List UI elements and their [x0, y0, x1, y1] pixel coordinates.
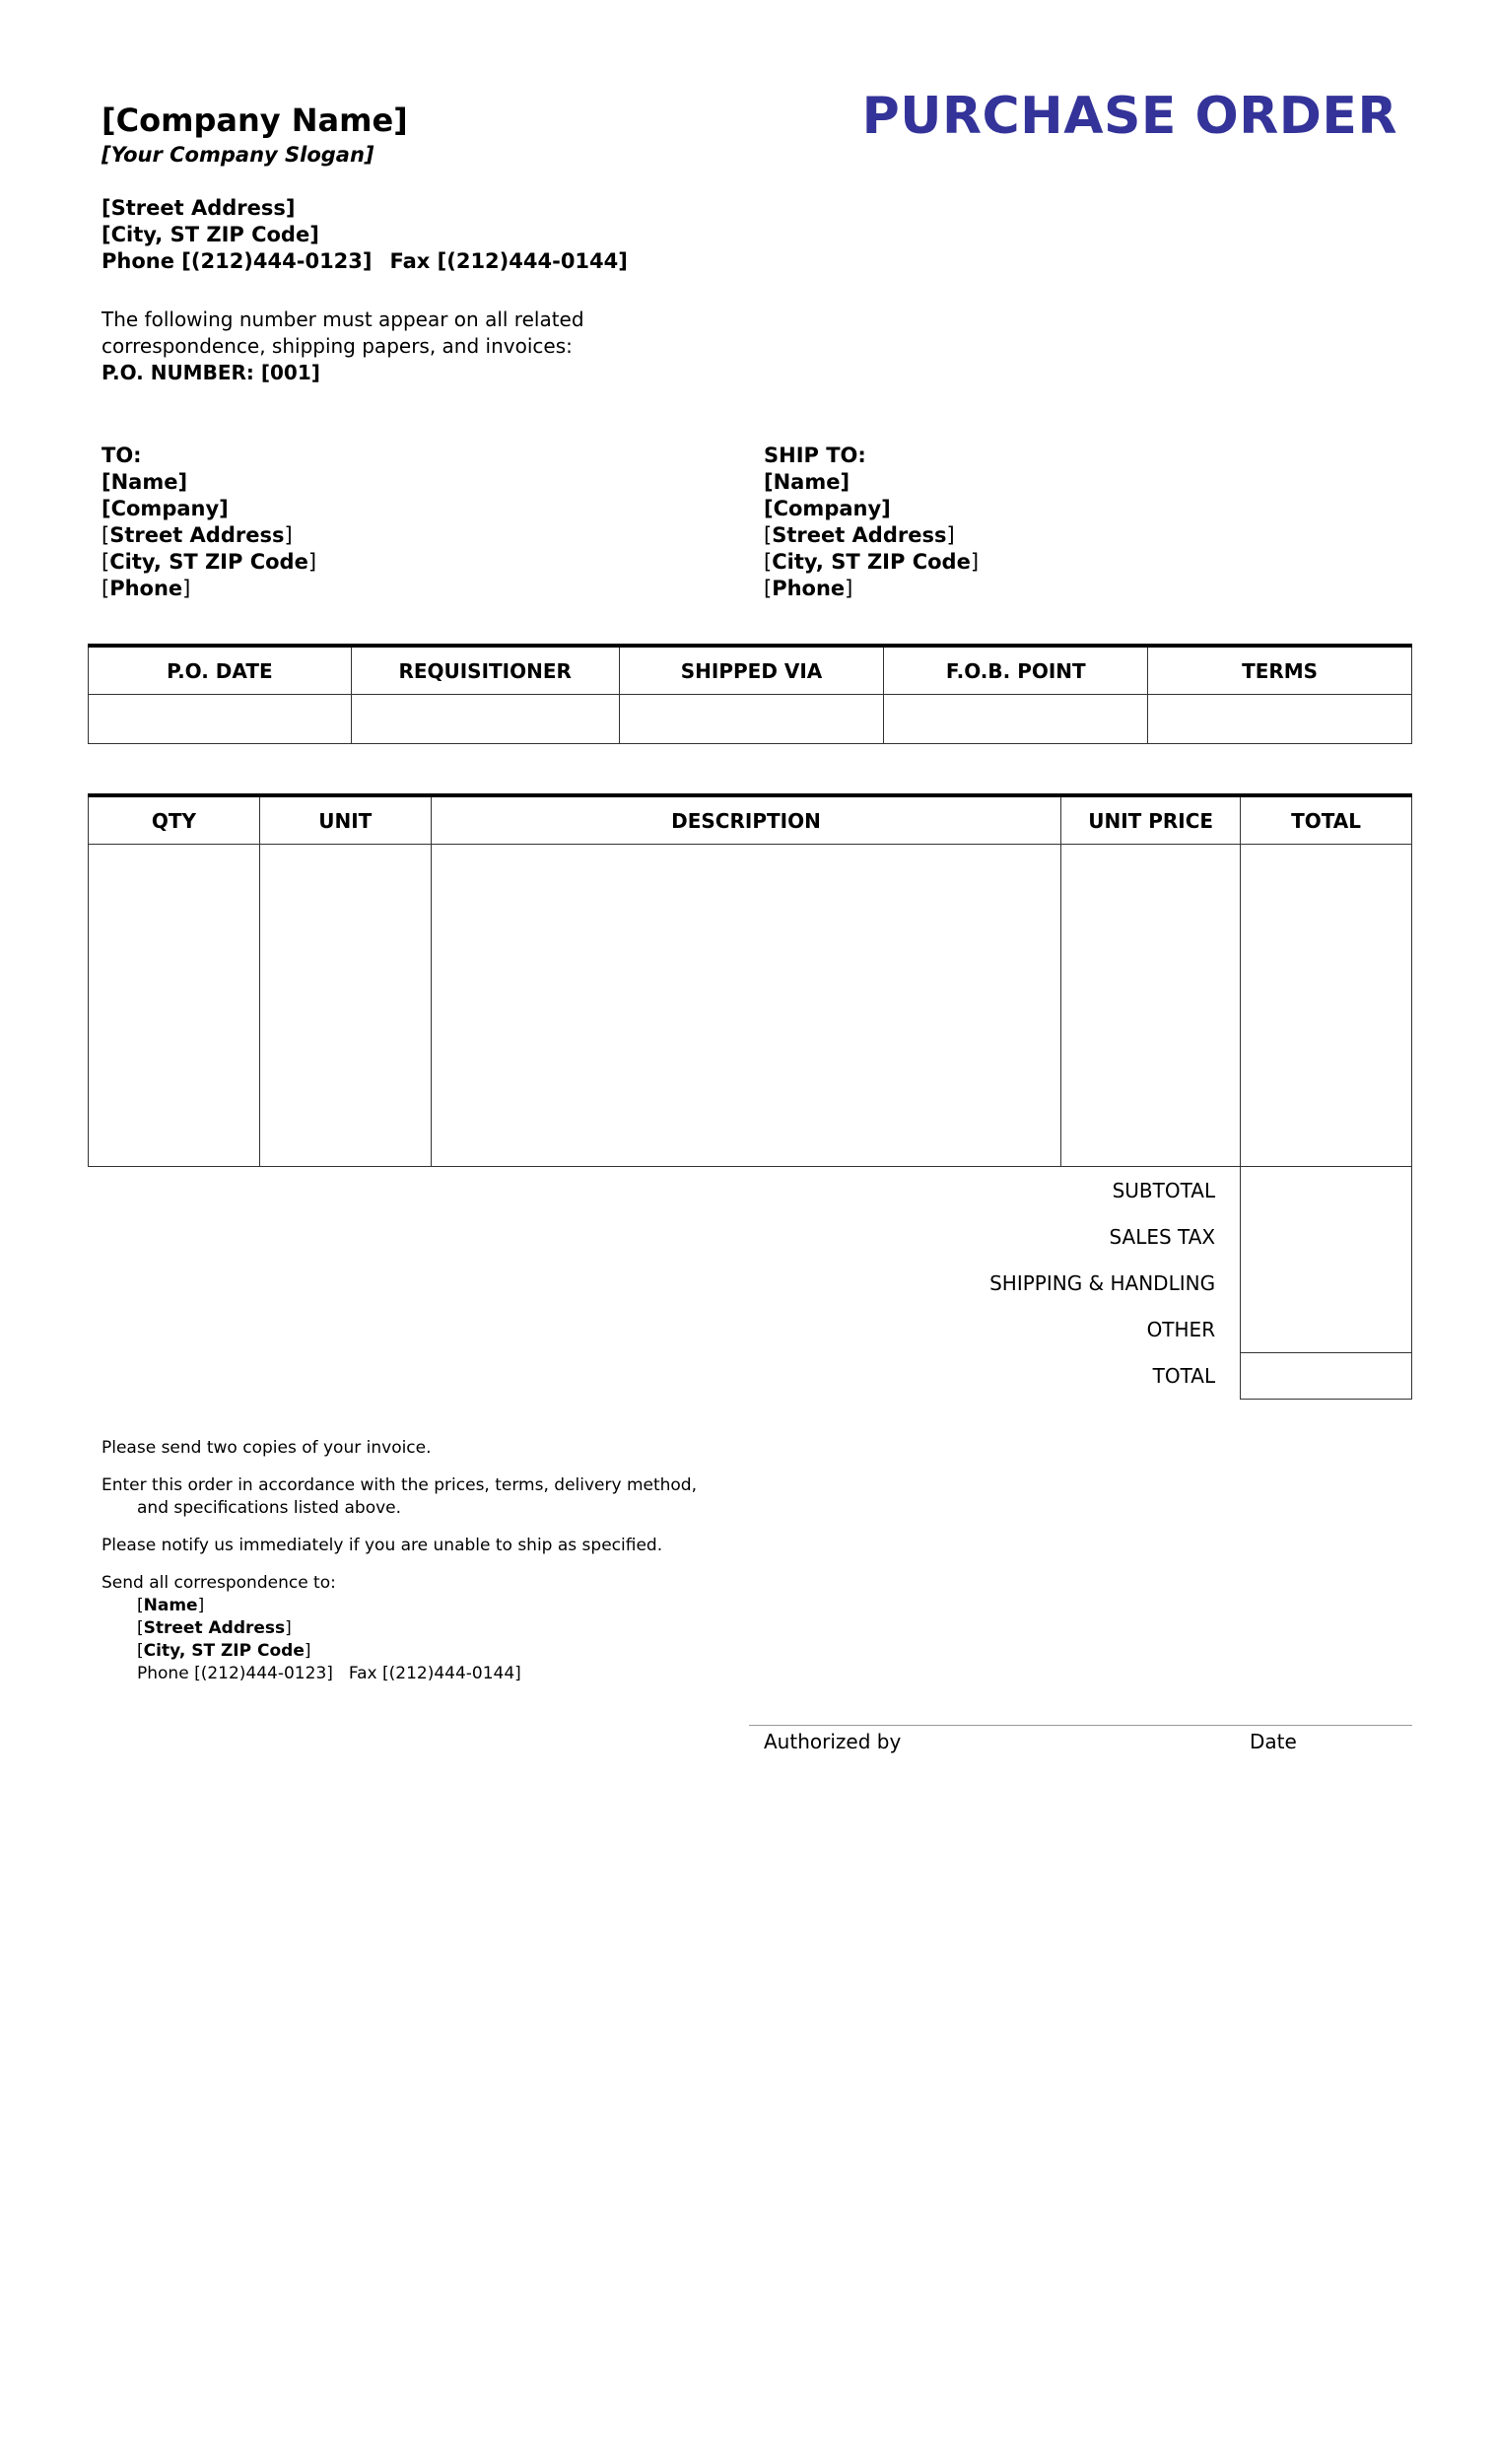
order-info-header-row [89, 646, 1412, 695]
col-requisitioner: REQUISITIONER [351, 646, 619, 695]
to-company: [Company] [102, 497, 229, 520]
items-header-row [89, 795, 1412, 845]
shipping-value[interactable] [1241, 1260, 1412, 1306]
po-notice [102, 307, 584, 386]
total-cell[interactable] [1241, 845, 1412, 1167]
grand-total-label: TOTAL [1152, 1363, 1216, 1388]
subtotal-row [89, 1167, 1412, 1214]
company-name: [Company Name] [102, 102, 408, 139]
correspondence-contact [102, 1663, 713, 1685]
instruction-accordance: Enter this order in accordance with the prices, terms, delivery method, and specifications listed above. [102, 1475, 697, 1518]
ship-to-phone: [Phone] [764, 577, 853, 600]
ship-to-city: [City, ST ZIP Code] [764, 550, 980, 574]
correspondence-city: [City, ST ZIP Code] [137, 1641, 311, 1661]
other-label: OTHER [1146, 1317, 1216, 1341]
items-table [88, 793, 1412, 1400]
to-city: [City, ST ZIP Code] [102, 550, 317, 574]
col-description: DESCRIPTION [431, 795, 1060, 845]
sales-tax-label: SALES TAX [1109, 1224, 1216, 1249]
po-date-cell[interactable] [89, 695, 352, 744]
sales-tax-value[interactable] [1241, 1213, 1412, 1260]
po-number: P.O. NUMBER: [001] [102, 361, 320, 384]
description-cell[interactable] [431, 845, 1060, 1167]
col-qty: QTY [89, 795, 260, 845]
company-street: [Street Address] [102, 196, 296, 220]
terms-cell[interactable] [1148, 695, 1412, 744]
company-address [102, 195, 628, 275]
company-contact [102, 248, 628, 275]
company-slogan: [Your Company Slogan] [102, 143, 374, 167]
company-fax: Fax [(212)444-0144] [389, 249, 628, 273]
correspondence-name: [Name] [137, 1596, 205, 1615]
to-name: [Name] [102, 470, 188, 494]
subtotal-value[interactable] [1241, 1167, 1412, 1214]
fob-point-cell[interactable] [884, 695, 1148, 744]
shipped-via-cell[interactable] [619, 695, 884, 744]
items-body-row [89, 845, 1412, 1167]
notice-line-1: The following number must appear on all related [102, 308, 584, 331]
correspondence-phone: Phone [(212)444-0123] [137, 1664, 333, 1683]
instruction-copies: Please send two copies of your invoice. [102, 1438, 432, 1458]
to-street: [Street Address] [102, 523, 293, 547]
signature-line [749, 1725, 1412, 1726]
correspondence-fax: Fax [(212)444-0144] [348, 1664, 521, 1683]
ship-to-block [764, 443, 979, 602]
correspondence-street: [Street Address] [137, 1618, 292, 1638]
ship-to-company: [Company] [764, 497, 891, 520]
other-value[interactable] [1241, 1306, 1412, 1352]
other-row [89, 1306, 1412, 1352]
qty-cell[interactable] [89, 845, 260, 1167]
unit-price-cell[interactable] [1061, 845, 1241, 1167]
col-total: TOTAL [1241, 795, 1412, 845]
ship-to-name: [Name] [764, 470, 850, 494]
grand-total-row [89, 1352, 1412, 1399]
instructions [102, 1437, 713, 1685]
col-terms: TERMS [1148, 646, 1412, 695]
requisitioner-cell[interactable] [351, 695, 619, 744]
authorized-by-label: Authorized by [764, 1730, 902, 1753]
to-phone: [Phone] [102, 577, 191, 600]
document-title: PURCHASE ORDER [861, 87, 1397, 146]
subtotal-label: SUBTOTAL [1112, 1178, 1216, 1202]
to-label: TO: [102, 444, 142, 467]
sales-tax-row [89, 1213, 1412, 1260]
notice-line-2: correspondence, shipping papers, and invoices: [102, 334, 573, 358]
col-unit: UNIT [259, 795, 431, 845]
order-info-table [88, 644, 1412, 744]
shipping-row [89, 1260, 1412, 1306]
unit-cell[interactable] [259, 845, 431, 1167]
col-fob-point: F.O.B. POINT [884, 646, 1148, 695]
shipping-label: SHIPPING & HANDLING [989, 1270, 1216, 1295]
col-shipped-via: SHIPPED VIA [619, 646, 884, 695]
order-info-row [89, 695, 1412, 744]
company-city: [City, ST ZIP Code] [102, 223, 319, 246]
company-phone: Phone [(212)444-0123] [102, 249, 373, 273]
to-block [102, 443, 316, 602]
ship-to-street: [Street Address] [764, 523, 955, 547]
col-unit-price: UNIT PRICE [1061, 795, 1241, 845]
instruction-send-to: Send all correspondence to: [102, 1573, 336, 1593]
date-label: Date [1250, 1730, 1297, 1753]
col-po-date: P.O. DATE [89, 646, 352, 695]
ship-to-label: SHIP TO: [764, 444, 866, 467]
grand-total-value[interactable] [1241, 1352, 1412, 1399]
instruction-notify: Please notify us immediately if you are unable to ship as specified. [102, 1536, 663, 1555]
